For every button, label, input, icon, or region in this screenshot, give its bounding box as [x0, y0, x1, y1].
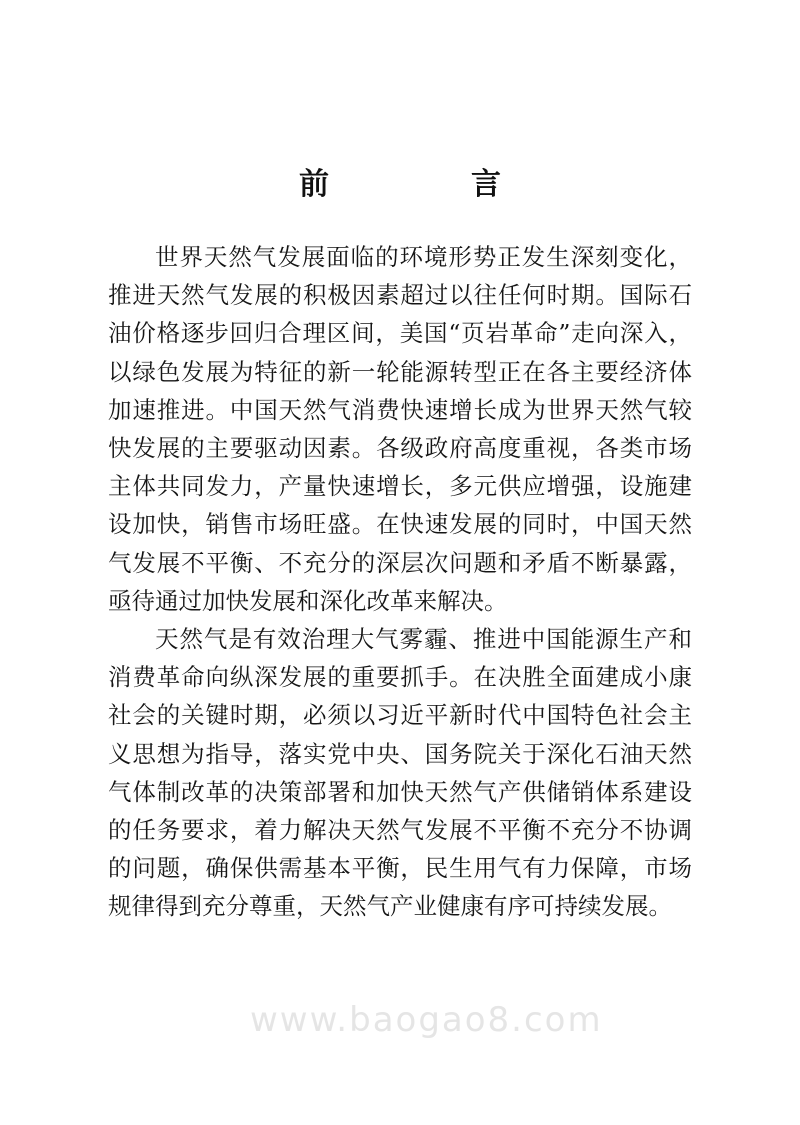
paragraph-1: 世界天然气发展面临的环境形势正发生深刻变化，推进天然气发展的积极因素超过以往任何时期。国际石油价格逐步回归合理区间，美国“页岩革命”走向深入，以绿色发展为特征的新一轮能源转型正在各主要经济体加速推进。中国天然气消费快速增长成为世界天然气较快发展的主要驱动因素。各级政府高度重视，各类市场主体共同发力，产量快速增长，多元供应增强，设施建设加快，销售市场旺盛。在快速发展的同时，中国天然气发展不平衡、不充分的深层次问题和矛盾不断暴露，亟待通过加快发展和深化改革来解决。 — [108, 243, 692, 615]
watermark: www.baogao8.com — [250, 1000, 603, 1040]
body-text — [108, 238, 692, 926]
paragraph-2: 天然气是有效治理大气雾霾、推进中国能源生产和消费革命向纵深发展的重要抓手。在决胜全面建成小康社会的关键时期，必须以习近平新时代中国特色社会主义思想为指导，落实党中央、国务院关于深化石油天然气体制改革的决策部署和加快天然气产供储销体系建设的任务要求，着力解决天然气发展不平衡不充分不协调的问题，确保供需基本平衡，民生用气有力保障，市场规律得到充分尊重，天然气产业健康有序可持续发展。 — [108, 625, 692, 921]
page-title: 前 言 — [299, 167, 557, 202]
